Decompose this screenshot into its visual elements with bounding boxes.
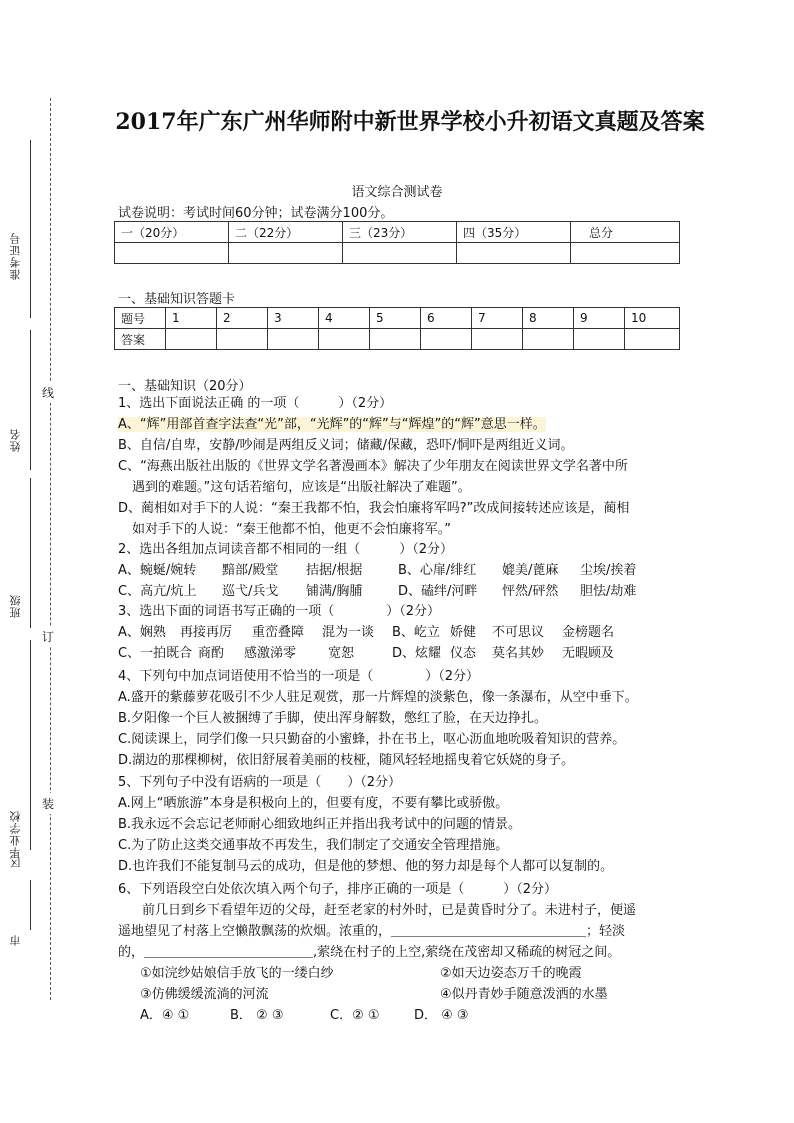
question-2 bbox=[118, 539, 688, 602]
binding-dashed-line bbox=[50, 98, 51, 1000]
city-line bbox=[30, 880, 31, 930]
exam-id-line bbox=[30, 140, 31, 318]
class-line bbox=[30, 478, 31, 628]
sentence-option: ①如浣纱姑娘信手放飞的一缕白纱 bbox=[140, 966, 334, 981]
sentence-option: ④似丹青妙手随意泼洒的水墨 bbox=[440, 987, 608, 1002]
question-3 bbox=[118, 601, 688, 664]
option-item: 商酌 bbox=[198, 646, 225, 661]
question-number: 7 bbox=[472, 308, 523, 329]
answer-cell[interactable] bbox=[625, 329, 680, 350]
sentence-option: ③仿佛缓缓流淌的河流 bbox=[140, 987, 269, 1002]
sentence-options-row bbox=[118, 984, 688, 1005]
option-c: C.阅读课上，同学们像一只只勤奋的小蜜蜂，扑在书上，呕心沥血地吮吸着知识的营养。 bbox=[118, 732, 626, 747]
answer-card-answer-row bbox=[115, 329, 680, 350]
name-label: 姓名 bbox=[9, 428, 22, 452]
answer-card-heading: 一、基础知识答题卡 bbox=[118, 292, 236, 307]
option-row bbox=[118, 581, 688, 602]
option-item: 无暇顾及 bbox=[562, 646, 615, 661]
answer-cell[interactable] bbox=[523, 329, 574, 350]
school-label: 毕业学校 bbox=[9, 810, 22, 858]
sentence-option: ②如天边姿态万千的晚霞 bbox=[440, 966, 582, 981]
option-item: 金榜题名 bbox=[562, 625, 615, 640]
answer-cell[interactable] bbox=[217, 329, 268, 350]
question-stem: 1、选出下面说法正确 的一项（ ）（2分） bbox=[118, 396, 393, 411]
question-stem: 2、选出各组加点词读音都不相同的一组（ ）（2分） bbox=[118, 542, 454, 557]
option-item: 娇健 bbox=[450, 625, 477, 640]
binding-margin bbox=[0, 0, 60, 1123]
passage-line: 的，＿＿＿＿＿＿＿＿＿＿＿＿＿,萦绕在村子的上空,萦绕在茂密却又稀疏的树冠之间。 bbox=[118, 945, 621, 960]
option-item: 再接再厉 bbox=[180, 625, 233, 640]
question-number: 9 bbox=[574, 308, 625, 329]
exam-id-label: 准考证号 bbox=[9, 232, 22, 280]
score-header-row bbox=[115, 222, 680, 243]
question-number: 6 bbox=[421, 308, 472, 329]
option-d-cont: 如对手下的人说：“秦王他都不怕，他更不会怕廉将军。” bbox=[132, 522, 451, 537]
question-stem: 5、下列句子中没有语病的一项是（ ）（2分） bbox=[118, 775, 402, 790]
question-number: 2 bbox=[217, 308, 268, 329]
answer-card-table bbox=[114, 307, 680, 350]
answer-choices-row bbox=[118, 1005, 688, 1026]
option-item: D、炫耀 bbox=[392, 646, 442, 661]
passage-line: 前几日到乡下看望年迈的父母，赶至老家的村外时，已是黄昏时分了。未进村子，便遥 bbox=[142, 903, 637, 918]
question-5 bbox=[118, 772, 688, 877]
option-item: 不可思议 bbox=[492, 625, 545, 640]
option-item: 巡弋/兵戈 bbox=[222, 584, 279, 599]
option-a: A.网上“晒旅游”本身是积极向上的，但要有度，不要有攀比或骄傲。 bbox=[118, 796, 509, 811]
question-number: 8 bbox=[523, 308, 574, 329]
score-cell[interactable] bbox=[229, 243, 343, 264]
score-header: 二（22分） bbox=[229, 222, 343, 243]
answer-card-row-label: 答案 bbox=[115, 329, 166, 350]
option-item: B、屹立 bbox=[392, 625, 440, 640]
answer-choice: A．④ ① bbox=[140, 1008, 190, 1023]
option-item: 混为一谈 bbox=[322, 625, 375, 640]
question-stem: 6、下列语段空白处依次填入两个句子，排序正确的一项是（ ）（2分） bbox=[118, 882, 558, 897]
score-cell[interactable] bbox=[571, 243, 680, 264]
option-item: 仪态 bbox=[450, 646, 477, 661]
answer-cell[interactable] bbox=[574, 329, 625, 350]
answer-cell[interactable] bbox=[268, 329, 319, 350]
option-item: D、磕绊/河畔 bbox=[398, 584, 478, 599]
option-row bbox=[118, 560, 688, 581]
option-item: C、一拍既合 bbox=[118, 646, 193, 661]
option-b: B、自信/自卑，安静/吵闹是两组反义词；储藏/保藏，恐吓/恫吓是两组近义词。 bbox=[118, 438, 574, 453]
option-item: 媲美/蓖麻 bbox=[502, 563, 559, 578]
score-header: 总分 bbox=[571, 222, 680, 243]
option-c: C、“海燕出版社出版的《世界文学名著漫画本》解决了少年朋友在阅读世界文学名著中所 bbox=[118, 459, 628, 474]
score-cell[interactable] bbox=[115, 243, 229, 264]
option-row bbox=[118, 643, 688, 664]
option-item: A、娴熟 bbox=[118, 625, 166, 640]
option-item: 铺满/胸脯 bbox=[306, 584, 363, 599]
page-subtitle: 语文综合测试卷 bbox=[351, 185, 443, 200]
option-item: 怦然/砰然 bbox=[502, 584, 559, 599]
answer-cell[interactable] bbox=[472, 329, 523, 350]
answer-cell[interactable] bbox=[370, 329, 421, 350]
option-item: 重峦叠障 bbox=[252, 625, 305, 640]
city-label: 市 bbox=[9, 934, 22, 946]
option-d: D.也许我们不能复制马云的成功，但是他的梦想、他的努力却是每个人都可以复制的。 bbox=[118, 859, 614, 874]
answer-cell[interactable] bbox=[319, 329, 370, 350]
answer-choice: D． ④ ③ bbox=[414, 1008, 469, 1023]
option-a-text: A、“辉”用部首查字法查“光”部，“光辉”的“辉”与“辉煌”的“辉”意思一样。 bbox=[118, 417, 546, 432]
option-item: 胆怯/劫难 bbox=[580, 584, 637, 599]
option-item: 尘埃/挨着 bbox=[580, 563, 637, 578]
question-number: 10 bbox=[625, 308, 680, 329]
question-number: 5 bbox=[370, 308, 421, 329]
option-a: A.盛开的紫藤萝花吸引不少人驻足观赏，那一片辉煌的淡紫色，像一条瀑布，从空中垂下。 bbox=[118, 690, 638, 705]
question-1 bbox=[118, 393, 688, 540]
question-4 bbox=[118, 666, 688, 771]
question-stem: 4、下列句中加点词语使用不恰当的一项是（ ）（2分） bbox=[118, 669, 480, 684]
option-d: D.湖边的那棵柳树，依旧舒展着美丽的枝桠，随风轻轻地摇曳着它妖娆的身子。 bbox=[118, 753, 575, 768]
sentence-options-row bbox=[118, 963, 688, 984]
question-6 bbox=[118, 879, 688, 1026]
exam-note: 试卷说明：考试时间60分钟；试卷满分100分。 bbox=[118, 206, 394, 221]
answer-cell[interactable] bbox=[166, 329, 217, 350]
answer-choice: B． ② ③ bbox=[230, 1008, 284, 1023]
question-number: 1 bbox=[166, 308, 217, 329]
class-label: 班级 bbox=[9, 594, 22, 618]
score-header: 四（35分） bbox=[457, 222, 571, 243]
score-header: 三（23分） bbox=[343, 222, 457, 243]
bind-word-staple: 订 bbox=[42, 626, 54, 647]
question-number: 3 bbox=[268, 308, 319, 329]
score-value-row bbox=[115, 243, 680, 264]
question-stem: 3、选出下面的词语书写正确的一项（ ）（2分） bbox=[118, 604, 441, 619]
bind-word-bind: 装 bbox=[42, 793, 54, 814]
option-c-cont: 遇到的难题。”这句话若缩句，应该是“出版社解决了难题”。 bbox=[132, 480, 471, 495]
answer-card-row-label: 题号 bbox=[115, 308, 166, 329]
question-number: 4 bbox=[319, 308, 370, 329]
answer-cell[interactable] bbox=[421, 329, 472, 350]
option-b: B.夕阳像一个巨人被捆缚了手脚，使出浑身解数，憋红了脸，在天边挣扎。 bbox=[118, 711, 548, 726]
option-item: 拮据/根据 bbox=[306, 563, 363, 578]
option-item: 感激涕零 bbox=[244, 646, 297, 661]
passage-line: 遥地望见了村落上空懒散飘荡的炊烟。浓重的，＿＿＿＿＿＿＿＿＿＿＿＿＿＿＿；轻淡 bbox=[118, 924, 626, 939]
bind-word-line: 线 bbox=[42, 382, 54, 403]
name-line bbox=[30, 330, 31, 470]
score-header: 一（20分） bbox=[115, 222, 229, 243]
option-item: 莫名其妙 bbox=[492, 646, 545, 661]
option-row bbox=[118, 622, 688, 643]
option-item: A、蜿蜒/婉转 bbox=[118, 563, 197, 578]
answer-choice: C．② ① bbox=[330, 1008, 380, 1023]
score-cell[interactable] bbox=[457, 243, 571, 264]
score-cell[interactable] bbox=[343, 243, 457, 264]
option-item: 黯部/殿堂 bbox=[222, 563, 279, 578]
option-c: C.为了防止这类交通事故不再发生，我们制定了交通安全管理措施。 bbox=[118, 838, 509, 853]
option-item: 宽恕 bbox=[328, 646, 355, 661]
option-b: B.我永远不会忘记老师耐心细致地纠正并指出我考试中的问题的情景。 bbox=[118, 817, 522, 832]
section-heading: 一、基础知识（20分） bbox=[118, 379, 252, 394]
answer-card-number-row bbox=[115, 308, 680, 329]
option-item: C、高亢/炕上 bbox=[118, 584, 197, 599]
option-a bbox=[118, 414, 688, 435]
school-line bbox=[30, 640, 31, 850]
district-label: 区 bbox=[9, 856, 22, 868]
option-d: D、蔺相如对手下的人说：“秦王我都不怕，我会怕廉将军吗?”改成间接转述应该是，蔺相 bbox=[118, 501, 630, 516]
option-item: B、心扉/绯红 bbox=[398, 563, 477, 578]
score-table bbox=[114, 221, 680, 264]
page-title: 2017年广东广州华师附中新世界学校小升初语文真题及答案 bbox=[115, 109, 705, 135]
